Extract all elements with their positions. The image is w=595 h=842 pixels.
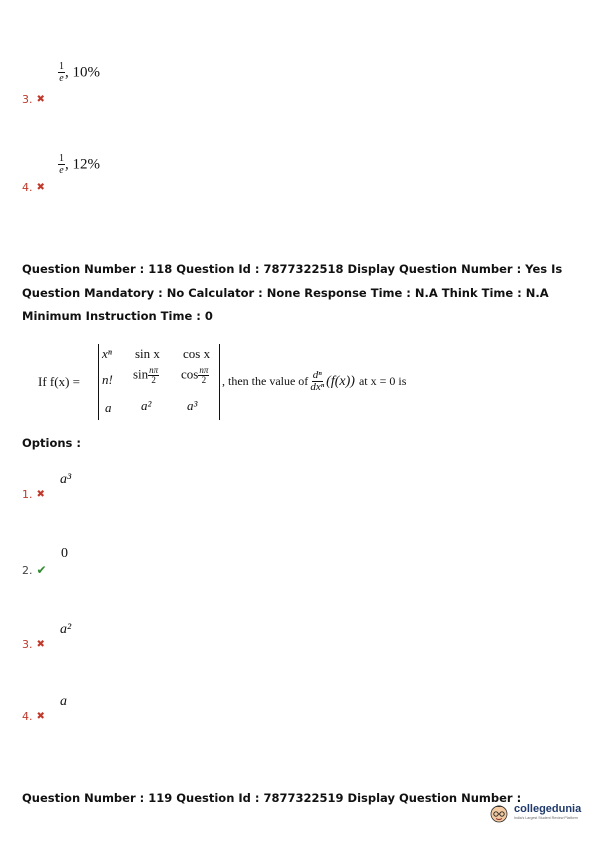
stem-tail: , then the value of dⁿ dxⁿ (f(x)) at x = 0 is (222, 369, 407, 393)
option-3-number[interactable]: 3. ✖ (22, 638, 45, 651)
prev-option-4-value: $\frac{1}{e}$ , 12% (59, 153, 100, 176)
prev-option-3-number: 3. ✖ (22, 93, 45, 106)
logo-tagline: India's Largest Student Review Platform (514, 815, 578, 820)
prev-option-4-number: 4. ✖ (22, 181, 45, 194)
option-4-number[interactable]: 4. ✖ (22, 710, 45, 723)
option-2-number[interactable]: 2. ✔ (22, 563, 47, 577)
fraction: $\frac{1}{e}$ (59, 153, 64, 176)
derivative-fraction: dⁿ dxⁿ (310, 369, 325, 393)
next-question-header: Question Number : 119 Question Id : 7877322519 Display Question Number : (22, 791, 522, 805)
option-3-value: a² (60, 622, 72, 637)
option-2-value: 0 (61, 546, 68, 561)
logo-text: collegedunia (514, 802, 582, 815)
fraction: $\frac{n\pi}{2}$ (199, 365, 209, 385)
collegedunia-logo (488, 800, 581, 824)
cross-icon: ✖ (36, 489, 45, 500)
determinant: xⁿ sin x cos x n! sin $\frac{n\pi}{2}$ cos $\frac{n\pi}{2}$ a a² a³ (98, 344, 220, 420)
prev-option-3-value: $\frac{1}{e}$ , 10% (59, 61, 100, 84)
mascot-icon (488, 800, 510, 824)
stem-lead: If f(x) = (38, 374, 80, 389)
fraction: $\frac{1}{e}$ (59, 61, 64, 84)
question-header: Question Number : 118 Question Id : 7877322518 Display Question Number : Yes Is Question Mandatory : No Calculator : None Response Time : N.A Think Time : N.A Minimum Instruction Time : 0 (22, 262, 563, 323)
fraction: $\frac{n\pi}{2}$ (149, 365, 159, 385)
cross-icon: ✖ (36, 711, 45, 722)
option-4-value: a (60, 694, 67, 709)
checkmark-icon: ✔ (36, 563, 47, 577)
option-1-value: a³ (60, 472, 72, 487)
cross-icon: ✖ (36, 639, 45, 650)
option-1-number[interactable]: 1. ✖ (22, 488, 45, 501)
cross-icon: ✖ (36, 94, 45, 105)
options-label: Options : (22, 436, 81, 450)
cross-icon: ✖ (36, 182, 45, 193)
